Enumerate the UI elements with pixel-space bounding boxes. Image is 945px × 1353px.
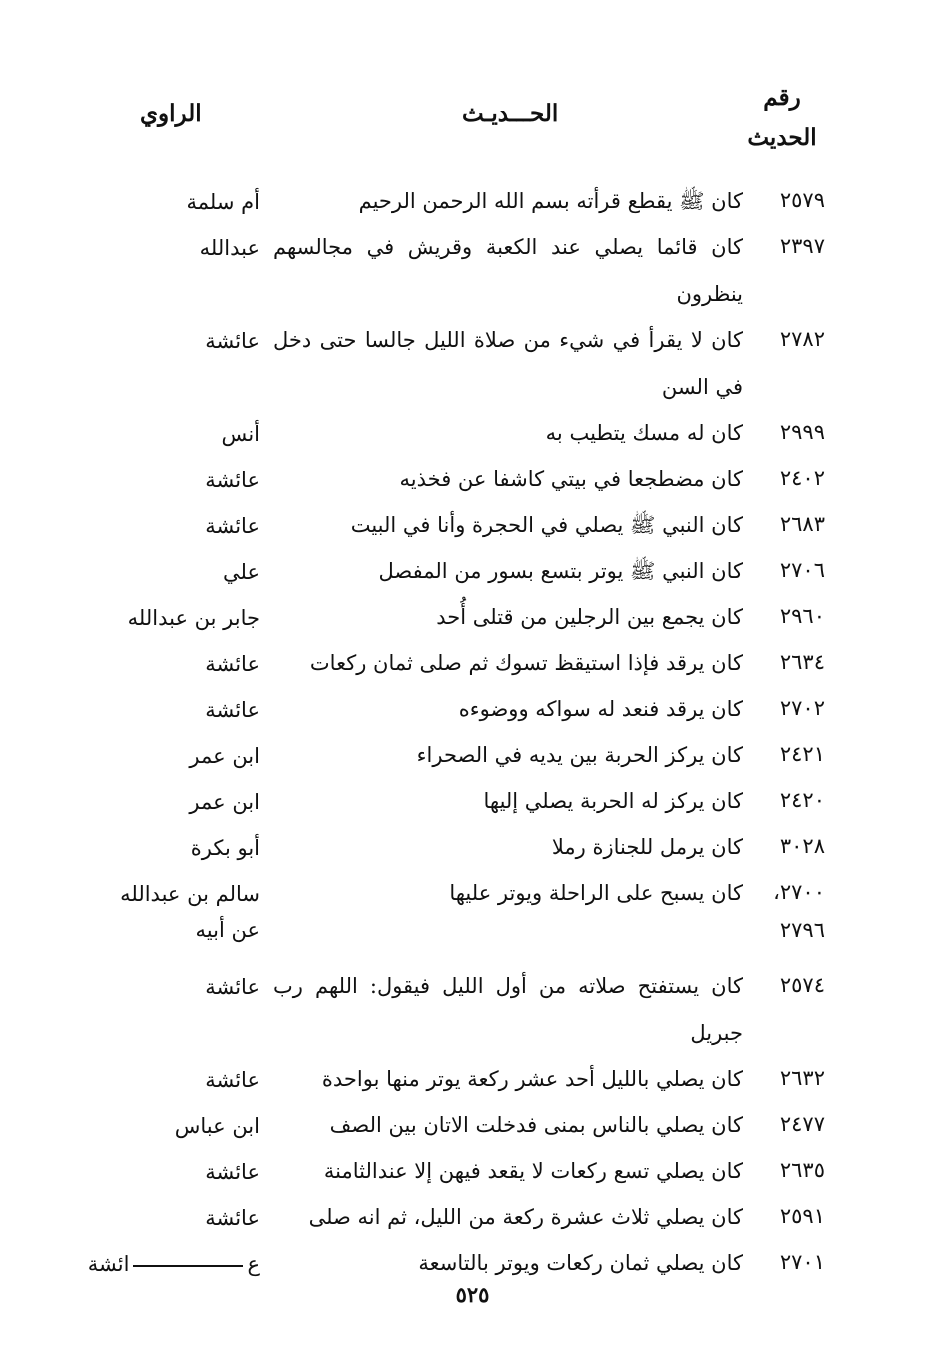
hadith-text: كان يستفتح صلاته من أول الليل فيقول: اللهم رب جبريل	[273, 974, 743, 1045]
hadith-text: كان يصلي تسع ركعات لا يقعد فيهن إلا عندالثامنة	[323, 1159, 743, 1183]
narrator-name: ابن عمر	[189, 790, 260, 814]
hadith-text: كان مضطجعا في بيتي كاشفا عن فخذيه	[399, 467, 743, 491]
table-row	[0, 969, 945, 1062]
narrator-name-prefix: ع	[247, 1252, 260, 1276]
hadith-number: ٢٣٩٧	[779, 234, 825, 258]
hadith-number: ٢٥٧٤	[779, 973, 825, 997]
narrator-name: عائشة	[205, 1160, 260, 1184]
hadith-text: كان يصلي ثلاث عشرة ركعة من الليل، ثم انه صلى	[308, 1205, 743, 1229]
narrator-name: أم سلمة	[186, 190, 260, 214]
hadith-number: ٢٤٠٢	[779, 466, 825, 490]
narrator-name: عائشة	[205, 468, 260, 492]
hadith-text: كان النبي ﷺ يصلي في الحجرة وأنا في البيت	[350, 513, 743, 537]
hadith-text: كان ﷺ يقطع قرأته بسم الله الرحمن الرحيم	[358, 189, 743, 213]
narrator-name: عائشة	[205, 329, 260, 353]
hadith-number: ٢٦٣٢	[779, 1066, 825, 1090]
narrator-name: عبدالله	[199, 236, 260, 260]
hadith-text: كان يرقد فنعد له سواكه ووضوءه	[458, 697, 743, 721]
page-number: ٥٢٥	[455, 1282, 490, 1307]
narrator-name: عائشة	[205, 698, 260, 722]
table-row	[0, 876, 945, 969]
hadith-text: كان يسبح على الراحلة ويوتر عليها	[449, 881, 743, 905]
narrator-name: أنس	[221, 422, 260, 446]
stretch-line	[133, 1265, 243, 1267]
narrator-name: عائشة	[205, 1068, 260, 1092]
narrator-name: جابر بن عبدالله	[127, 606, 260, 630]
hadith-number: ٢٩٦٠	[779, 604, 825, 628]
column-header-hadith: الحـــديـث	[462, 100, 559, 127]
hadith-number	[745, 880, 825, 942]
hadith-text: كان يرقد فإذا استيقظ تسوك ثم صلى ثمان ركعات	[309, 651, 743, 675]
column-header-number-line2: الحديث	[747, 124, 817, 151]
hadith-text: كان يركز الحربة بين يديه في الصحراء	[416, 743, 743, 767]
hadith-number: ٢٧٠٦	[779, 558, 825, 582]
hadith-number: ٢٤٧٧	[779, 1112, 825, 1136]
hadith-number: ٢٦٣٤	[779, 650, 825, 674]
hadith-number-secondary: ٢٧٩٦	[779, 918, 825, 942]
narrator-name: عائشة	[205, 652, 260, 676]
hadith-number: ٢٧٠١	[779, 1250, 825, 1274]
narrator-name	[80, 1246, 260, 1282]
column-header-narrator: الراوي	[140, 100, 202, 127]
narrator-name: علي	[223, 560, 260, 584]
narrator-name: عائشة	[205, 514, 260, 538]
hadith-number: ٢٩٩٩	[779, 420, 825, 444]
hadith-text: كان يصلي بالناس بمنى فدخلت الاتان بين الصف	[329, 1113, 743, 1137]
hadith-number: ٢٦٣٥	[779, 1158, 825, 1182]
hadith-text: كان النبي ﷺ يوتر بتسع بسور من المفصل	[378, 559, 743, 583]
hadith-text: كان يجمع بين الرجلين من قتلى أُحد	[436, 605, 743, 629]
narrator-name-line2: عن أبيه	[195, 918, 260, 942]
hadith-number: ٢٤٢١	[779, 742, 825, 766]
hadith-text: كان يصلي بالليل أحد عشر ركعة يوتر منها بواحدة	[321, 1067, 743, 1091]
hadith-text: كان له مسك يتطيب به	[545, 421, 743, 445]
hadith-number: ٢٧٨٢	[779, 327, 825, 351]
hadith-index-table	[0, 184, 945, 1292]
hadith-text: كان يرمل للجنازة رملا	[551, 835, 743, 859]
hadith-number: ٣٠٢٨	[779, 834, 825, 858]
hadith-text: كان لا يقرأ في شيء من صلاة الليل جالسا حتى دخل في السن	[273, 328, 743, 399]
hadith-number-primary: ٢٧٠٠،	[773, 880, 825, 904]
column-header-hadith-number	[737, 78, 827, 158]
narrator-name	[80, 876, 260, 948]
narrator-name: عائشة	[205, 1206, 260, 1230]
column-header-number-line1: رقم	[763, 84, 801, 111]
hadith-number: ٢٤٢٠	[779, 788, 825, 812]
hadith-text: كان يركز له الحربة يصلي إليها	[483, 789, 743, 813]
narrator-name: أبو بكرة	[190, 836, 260, 860]
table-header	[0, 70, 945, 160]
narrator-name: ابن عمر	[189, 744, 260, 768]
hadith-text: كان يصلي ثمان ركعات ويوتر بالتاسعة	[418, 1251, 743, 1275]
hadith-number: ٢٦٨٣	[779, 512, 825, 536]
table-row	[0, 323, 945, 416]
narrator-name-text: ائشة	[87, 1252, 130, 1276]
narrator-name: عائشة	[205, 975, 260, 999]
hadith-text: كان قائما يصلي عند الكعبة وقريش في مجالسهم ينظرون	[273, 235, 743, 306]
hadith-number: ٢٥٧٩	[779, 188, 825, 212]
narrator-name-line1: سالم بن عبدالله	[120, 882, 260, 906]
hadith-number: ٢٥٩١	[779, 1204, 825, 1228]
table-row	[0, 230, 945, 323]
narrator-name: ابن عباس	[174, 1114, 260, 1138]
hadith-number: ٢٧٠٢	[779, 696, 825, 720]
